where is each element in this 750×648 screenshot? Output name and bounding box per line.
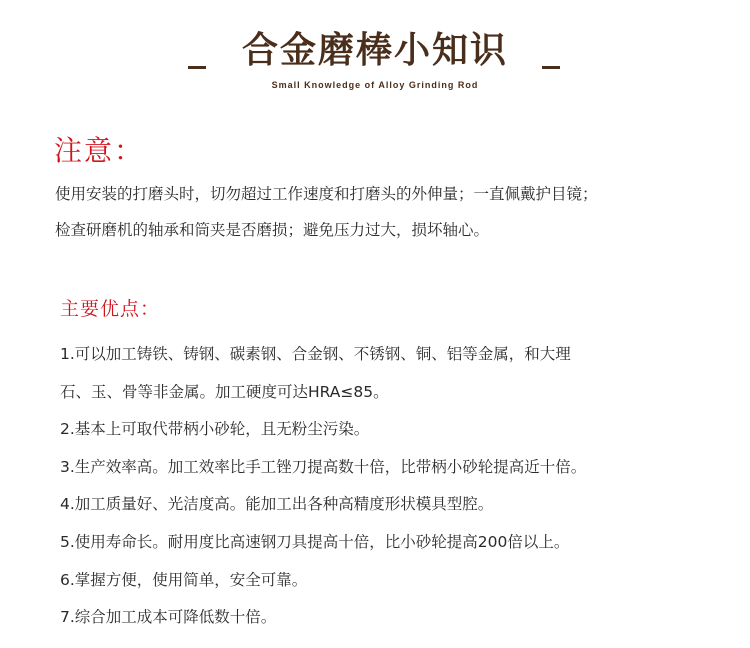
title-dash-right bbox=[542, 66, 560, 69]
notice-line: 检查研磨机的轴承和筒夹是否磨损；避免压力过大，损坏轴心。 bbox=[55, 221, 490, 239]
list-item: 7.综合加工成本可降低数十倍。 bbox=[60, 608, 277, 627]
page-title: 合金磨棒小知识 bbox=[241, 30, 508, 71]
header bbox=[0, 26, 750, 96]
list-item: 1.可以加工铸铁、铸钢、碳素钢、合金钢、不锈钢、铜、铝等金属，和大理 bbox=[60, 345, 571, 363]
title-row bbox=[0, 26, 750, 76]
advantages-heading: 主要优点： bbox=[60, 298, 161, 320]
list-item: 6.掌握方便，使用简单，安全可靠。 bbox=[60, 570, 308, 589]
advantages-list bbox=[60, 336, 740, 637]
notice-line: 使用安装的打磨头时，切勿超过工作速度和打磨头的外伸量；一直佩戴护目镜； bbox=[55, 185, 598, 203]
list-item: 3.生产效率高。加工效率比手工锉刀提高数十倍，比带柄小砂轮提高近十倍。 bbox=[60, 457, 587, 476]
list-item: 4.加工质量好、光洁度高。能加工出各种高精度形状模具型腔。 bbox=[60, 495, 494, 514]
notice-heading: 注意： bbox=[54, 134, 145, 167]
list-item: 石、玉、骨等非金属。加工硬度可达HRA≤85。 bbox=[60, 382, 389, 401]
list-item: 5.使用寿命长。耐用度比高速钢刀具提高十倍，比小砂轮提高200倍以上。 bbox=[60, 532, 570, 551]
list-item: 2.基本上可取代带柄小砂轮，且无粉尘污染。 bbox=[60, 420, 370, 439]
page-subtitle: Small Knowledge of Alloy Grinding Rod bbox=[271, 80, 479, 90]
